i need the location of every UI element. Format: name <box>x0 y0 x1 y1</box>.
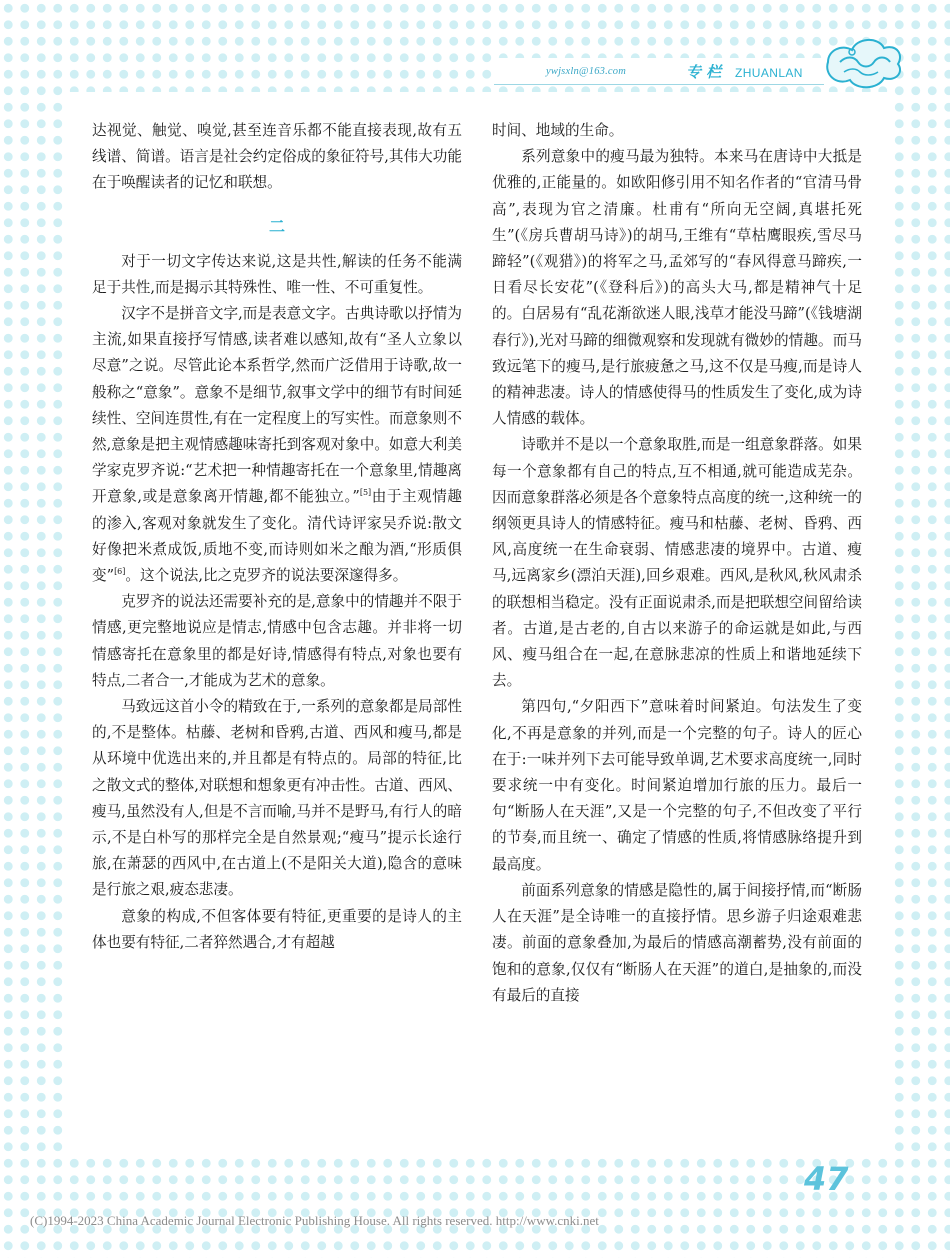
section-heading: 二 <box>268 216 285 236</box>
cloud-ornament-icon <box>822 32 904 96</box>
right-column <box>492 118 862 1009</box>
header-rule <box>494 84 824 85</box>
paragraph: 马致远这首小令的精致在于,一系列的意象都是局部性的,不是整体。枯藤、老树和昏鸦,古道、西风和瘦马,都是从环境中优选出来的,并且都是有特点的。局部的特征,比之散文式的整体,对联想和想象更有冲击性。古道、西风、瘦马,虽然没有人,但是不言而喻,马并不是野马,有行人的暗示,不是白朴写的那样完全是自然景观;“瘦马”提示长途行旅,在萧瑟的西风中,在古道上(不是阳关大道),隐含的意味是行旅之艰,疲态悲凄。 <box>92 698 462 899</box>
paragraph: 对于一切文字传达来说,这是共性,解读的任务不能满足于共性,而是揭示其特殊性、唯一性、不可重复性。 <box>92 252 462 296</box>
paragraph-text: 。这个说法,比之克罗齐的说法要深邃得多。 <box>125 567 408 585</box>
paragraph: 前面系列意象的情感是隐性的,属于间接抒情,而“断肠人在天涯”是全诗唯一的直接抒情。思乡游子归途艰难悲凄。前面的意象叠加,为最后的情感高潮蓄势,没有前面的饱和的意象,仅仅有“断肠人在天涯”的道白,是抽象的,而没有最后的直接 <box>492 881 862 1004</box>
paragraph-text: 由于主观情趣的渗入,客观对象就发生了变化。清代诗评家吴乔说:散文好像把米煮成饭,质地不变,而诗则如米之酿为酒,“形质俱变” <box>92 488 462 585</box>
paragraph: 意象的构成,不但客体要有特征,更重要的是诗人的主体也要有特征,二者猝然遇合,才有超越 <box>92 907 462 951</box>
page-number: 47 <box>804 1160 849 1198</box>
paragraph: 达视觉、触觉、嗅觉,甚至连音乐都不能直接表现,故有五线谱、简谱。语言是社会约定俗成的象征符号,其伟大功能在于唤醒读者的记忆和联想。 <box>92 122 462 192</box>
citation-ref: [5] <box>359 488 372 498</box>
column-tag: 专 栏 <box>686 63 722 81</box>
paragraph-text: 汉字不是拼音文字,而是表意文字。古典诗歌以抒情为主流,如果直接抒写情感,读者难以感知,故有“圣人立象以尽意”之说。尽管此论本系哲学,然而广泛借用于诗歌,故一般称之“意象”。意象不是细节,叙事文学中的细节有时间延续性、空间连贯性,有在一定程度上的写实性。而意象则不然,意象是把主观情感趣味寄托到客观对象中。如意大利美学家克罗齐说:“艺术把一种情趣寄托在一个意象里,情趣离开意象,或是意象离开情趣,都不能独立。” <box>92 305 462 506</box>
copyright-footer: (C)1994-2023 China Academic Journal Electronic Publishing House. All rights reserved. http://www.cnki.net <box>30 1213 599 1228</box>
paragraph: 诗歌并不是以一个意象取胜,而是一组意象群落。如果每一个意象都有自己的特点,互不相通,就可能造成芜杂。因而意象群落必须是各个意象特点高度的统一,这种统一的纲领更具诗人的情感特征。瘦马和枯藤、老树、昏鸦、西风,高度统一在生命衰弱、情感悲凄的境界中。古道、瘦马,远离家乡(漂泊天涯),回乡艰难。西风,是秋风,秋风肃杀的联想相当稳定。没有正面说肃杀,而是把联想空间留给读者。古道,是古老的,自古以来游子的命运就是如此,与西风、瘦马组合在一起,在意脉悲凉的性质上和谐地延续下去。 <box>492 436 862 690</box>
citation-ref: [6] <box>114 567 126 577</box>
paragraph: 第四句,“夕阳西下”意味着时间紧迫。句法发生了变化,不再是意象的并列,而是一个完整的句子。诗人的匠心在于:一味并列下去可能导致单调,艺术要求高度统一,同时要求统一中有变化。时间紧迫增加行旅的压力。最后一句“断肠人在天涯”,又是一个完整的句子,不但改变了平行的节奏,而且统一、确定了情感的性质,将情感脉络提升到最高度。 <box>492 698 862 873</box>
paragraph: 克罗齐的说法还需要补充的是,意象中的情趣并不限于情感,更完整地说应是情志,情感中包含志趣。并非将一切情感寄托在意象里的都是好诗,情感得有特点,对象也要有特点,二者合一,才能成为艺术的意象。 <box>92 593 462 689</box>
paragraph: 时间、地域的生命。 <box>492 122 624 139</box>
header-email: ywjsxln@163.com <box>546 66 627 77</box>
column-tag-en: ZHUANLAN <box>735 66 803 80</box>
paragraph: 系列意象中的瘦马最为独特。本来马在唐诗中大抵是优雅的,正能量的。如欧阳修引用不知名作者的“官清马骨高”,表现为官之清廉。杜甫有“所向无空阔,真堪托死生”(《房兵曹胡马诗》)的胡马,王维有“草枯鹰眼疾,雪尽马蹄轻”(《观猎》)的将军之马,孟郊写的“春风得意马蹄疾,一日看尽长安花”(《登科后》)的高头大马,都是精神气十足的。白居易有“乱花渐欲迷人眼,浅草才能没马蹄”(《钱塘湖春行》),光对马蹄的细微观察和发现就有微妙的情趣。而马致远笔下的瘦马,是行旅疲惫之马,这不仅是马瘦,而是诗人的精神悲凄。诗人的情感使得马的性质发生了变化,成为诗人情感的载体。 <box>492 148 862 428</box>
paragraph <box>92 301 462 589</box>
left-column <box>92 118 462 956</box>
